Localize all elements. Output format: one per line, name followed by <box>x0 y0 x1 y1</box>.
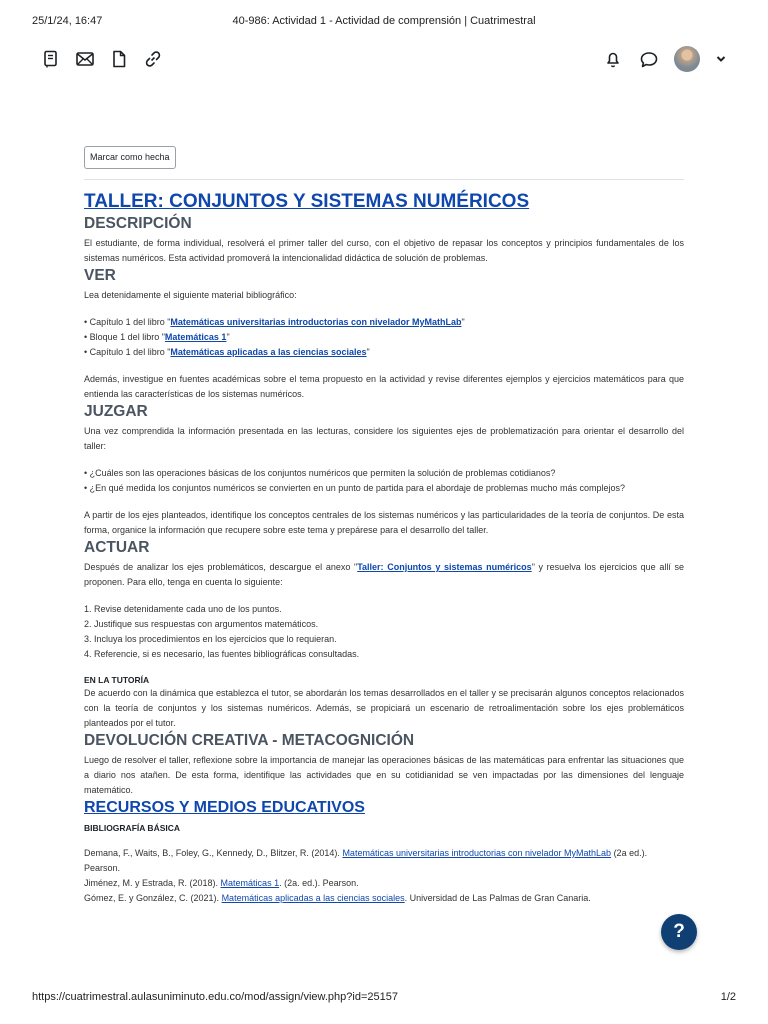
juzgar-after-text: A partir de los ejes planteados, identifique los conceptos centrales de los sistemas numéricos y las particularidades de la teoría de conjuntos. De esta forma, organice la información que recupere sobre este tema y prepárese para el desarrollo del taller. <box>84 510 684 535</box>
chevron-down-icon[interactable] <box>714 52 728 66</box>
list-item: • ¿En qué medida los conjuntos numéricos se convierten en un punto de partida para el abordaje de problemas mucho más complejos? <box>84 483 625 493</box>
devolucion-text: Luego de resolver el taller, reflexione sobre la importancia de manejar las operaciones básicas de las matemáticas para enfrentar las situaciones que a diario nos atañen. De esta forma, identifique las actividades que en su cotidianidad se ven impactadas por las dimensiones del lenguaje matemático. <box>84 755 684 795</box>
list-item: • Capítulo 1 del libro "Matemáticas universitarias introductorias con nivelador MyMathLab" <box>84 317 465 327</box>
print-url: https://cuatrimestral.aulasuniminuto.edu.co/mod/assign/view.php?id=25157 <box>32 991 398 1003</box>
section-heading-recursos: RECURSOS Y MEDIOS EDUCATIVOS <box>84 799 365 816</box>
book-link-matematicas-1[interactable]: Matemáticas 1 <box>164 332 227 342</box>
link-icon[interactable] <box>142 48 164 70</box>
list-item: • ¿Cuáles son las operaciones básicas de los conjuntos numéricos que permiten la solución de problemas cotidianos? <box>84 468 556 478</box>
tutoria-heading: EN LA TUTORÍA <box>84 675 150 685</box>
divider <box>84 179 684 180</box>
ver-intro: Lea detenidamente el siguiente material bibliográfico: <box>84 290 297 300</box>
mark-as-done-button[interactable]: Marcar como hecha <box>84 146 176 169</box>
bell-icon[interactable] <box>602 48 624 70</box>
section-heading-ver: VER <box>84 267 116 284</box>
document-icon[interactable] <box>108 48 130 70</box>
reference-item: Jiménez, M. y Estrada, R. (2018). Matemáticas 1. (2a. ed.). Pearson. <box>84 878 359 888</box>
top-navbar <box>40 44 728 78</box>
reference-link-mymathlab[interactable]: Matemáticas universitarias introductorias con nivelador MyMathLab <box>342 848 612 858</box>
book-link-ciencias-sociales[interactable]: Matemáticas aplicadas a las ciencias sociales <box>170 347 367 357</box>
section-heading-descripcion: DESCRIPCIÓN <box>84 215 192 232</box>
avatar[interactable] <box>674 46 700 72</box>
ver-after-text: Además, investigue en fuentes académicas sobre el tema propuesto en la actividad y revise diferentes ejemplos y ejercicios matemáticos para que entienda las características de los sistemas numéricos. <box>84 374 684 399</box>
chat-icon[interactable] <box>638 48 660 70</box>
tutoria-text: De acuerdo con la dinámica que establezca el tutor, se abordarán los temas desarrollados en el taller y se precisarán algunos conceptos relacionados con la teoría de conjuntos y los sistemas numéricos. Además, se propiciará un escenario de retroalimentación sobre los ejes problemáticos planteados por el tutor. <box>84 688 684 728</box>
nav-right-icons <box>602 46 728 72</box>
reference-item: Demana, F., Waits, B., Foley, G., Kennedy, D., Blitzer, R. (2014). Matemáticas universitarias introductorias con nivelador MyMathLab (2a ed.). Pearson. <box>84 848 648 873</box>
print-footer <box>32 991 736 1007</box>
list-item: • Bloque 1 del libro "Matemáticas 1" <box>84 332 230 342</box>
section-heading-devolucion: DEVOLUCIÓN CREATIVA - METACOGNICIÓN <box>84 732 415 749</box>
book-icon[interactable] <box>40 48 62 70</box>
reference-link-matematicas-1[interactable]: Matemáticas 1 <box>220 878 280 888</box>
book-link-mymathlab[interactable]: Matemáticas universitarias introductorias con nivelador MyMathLab <box>170 317 462 327</box>
print-date: 25/1/24, 16:47 <box>32 15 103 27</box>
section-heading-juzgar: JUZGAR <box>84 403 148 420</box>
actuar-intro: Después de analizar los ejes problemáticos, descargue el anexo "Taller: Conjuntos y sistemas numéricos" y resuelva los ejercicios que allí se proponen. Para ello, tenga en cuenta lo siguiente: <box>84 562 684 587</box>
reference-item: Gómez, E. y González, C. (2021). Matemáticas aplicadas a las ciencias sociales. Universidad de Las Palmas de Gran Canaria. <box>84 893 591 903</box>
list-item: • Capítulo 1 del libro "Matemáticas aplicadas a las ciencias sociales" <box>84 347 370 357</box>
descripcion-text: El estudiante, de forma individual, resolverá el primer taller del curso, con el objetivo de repasar los conceptos y principios fundamentales de los sistemas numéricos. Esta actividad promoverá la intencionalidad didáctica de solución de problemas. <box>84 238 684 263</box>
main-content <box>84 146 684 906</box>
help-button[interactable]: ? <box>661 914 697 950</box>
print-header <box>32 15 736 31</box>
list-item: 2. Justifique sus respuestas con argumentos matemáticos. <box>84 619 319 629</box>
section-heading-actuar: ACTUAR <box>84 539 150 556</box>
juzgar-intro: Una vez comprendida la información presentada en las lecturas, considere los siguientes ejes de problematización para orientar el desarrollo del taller: <box>84 426 684 451</box>
list-item: 4. Referencie, si es necesario, las fuentes bibliográficas consultadas. <box>84 649 360 659</box>
reference-link-ciencias-sociales[interactable]: Matemáticas aplicadas a las ciencias sociales <box>221 893 405 903</box>
mail-icon[interactable] <box>74 48 96 70</box>
print-page-number: 1/2 <box>720 991 736 1003</box>
list-item: 3. Incluya los procedimientos en los ejercicios que lo requieran. <box>84 634 337 644</box>
annex-link-taller[interactable]: Taller: Conjuntos y sistemas numéricos <box>357 562 532 572</box>
print-title: 40-986: Actividad 1 - Actividad de comprensión | Cuatrimestral <box>232 15 536 27</box>
nav-left-icons <box>40 48 164 70</box>
list-item: 1. Revise detenidamente cada uno de los puntos. <box>84 604 282 614</box>
bibliografia-heading: BIBLIOGRAFÍA BÁSICA <box>84 823 181 833</box>
page-title: TALLER: CONJUNTOS Y SISTEMAS NUMÉRICOS <box>84 191 530 212</box>
